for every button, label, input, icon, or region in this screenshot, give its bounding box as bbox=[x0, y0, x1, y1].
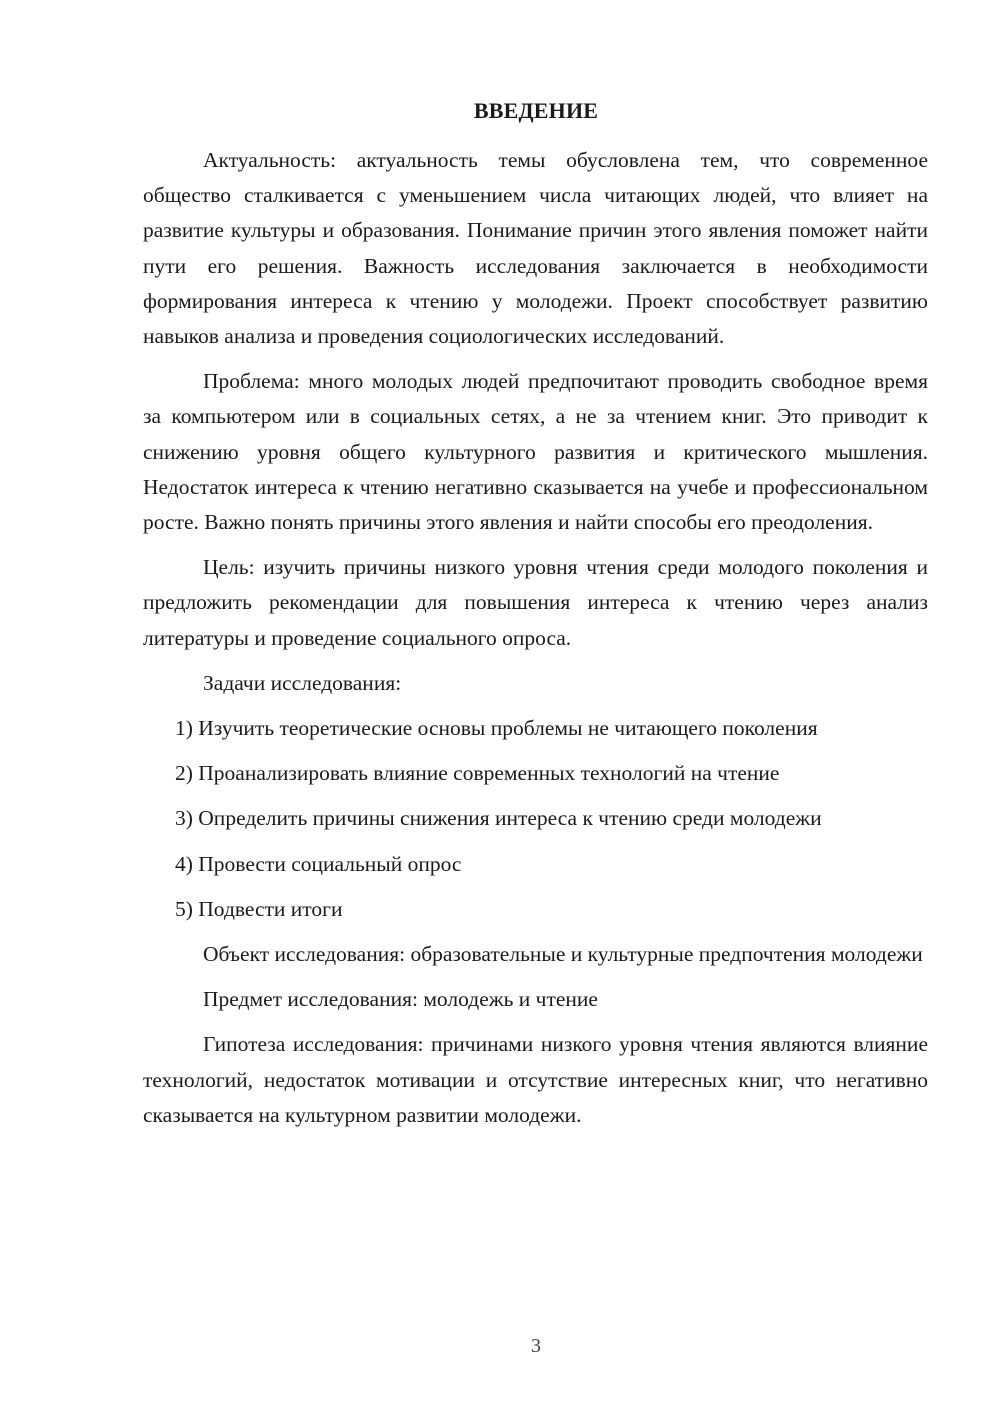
relevance-paragraph: Актуальность: актуальность темы обусловлена тем, что современное общество сталкивается с уменьшением числа читающих людей, что влияет на развитие культуры и образования. Понимание причин этого явления поможет найти пути его решения. Важность исследования заключается в необходимости формирования интереса к чтению у молодежи. Проект способствует развитию навыков анализа и проведения социологических исследований. bbox=[143, 148, 928, 349]
list-item: 4) Провести социальный опрос bbox=[175, 851, 462, 876]
page-title: ВВЕДЕНИЕ bbox=[473, 98, 599, 123]
goal-paragraph: Цель: изучить причины низкого уровня чтения среди молодого поколения и предложить рекомендации для повышения интереса к чтению через анализ литературы и проведение социального опроса. bbox=[143, 555, 928, 650]
body-text bbox=[143, 143, 928, 1143]
object-paragraph: Объект исследования: образовательные и культурные предпочтения молодежи bbox=[203, 942, 923, 967]
list-item: 3) Определить причины снижения интереса к чтению среди молодежи bbox=[175, 806, 822, 831]
list-item: 1) Изучить теоретические основы проблемы не читающего поколения bbox=[175, 716, 818, 741]
problem-paragraph: Проблема: много молодых людей предпочитают проводить свободное время за компьютером или в социальных сетях, а не за чтением книг. Это приводит к снижению уровня общего культурного развития и критического мышления. Недостаток интереса к чтению негативно сказывается на учебе и профессиональном росте. Важно понять причины этого явления и найти способы его преодоления. bbox=[143, 369, 928, 535]
list-item: 5) Подвести итоги bbox=[175, 896, 343, 921]
subject-paragraph: Предмет исследования: молодежь и чтение bbox=[203, 987, 598, 1012]
list-item: 2) Проанализировать влияние современных технологий на чтение bbox=[175, 761, 780, 786]
page-number: 3 bbox=[531, 1335, 541, 1357]
tasks-heading: Задачи исследования: bbox=[203, 670, 402, 695]
tasks-list bbox=[143, 711, 928, 927]
hypothesis-paragraph: Гипотеза исследования: причинами низкого уровня чтения являются влияние технологий, недостаток мотивации и отсутствие интересных книг, что негативно сказывается на культурном развитии молодежи. bbox=[143, 1032, 928, 1127]
